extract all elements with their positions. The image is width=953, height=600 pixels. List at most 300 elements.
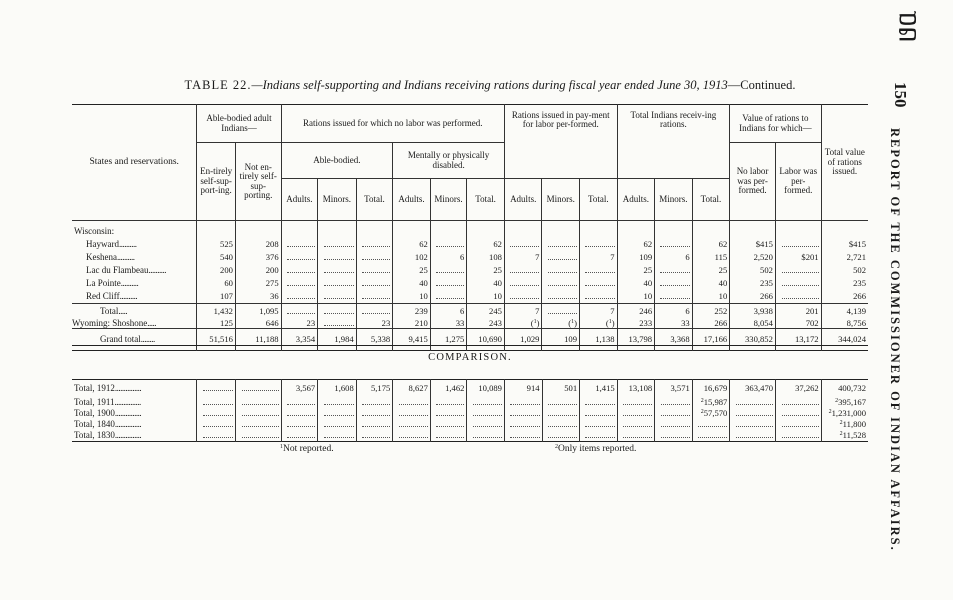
value-cell: 60 — [197, 277, 236, 290]
value-cell: 108 — [467, 251, 505, 264]
empty-cell — [542, 264, 580, 277]
empty-cell — [197, 398, 236, 409]
value-cell: 200 — [235, 264, 281, 277]
row-name: Total..... — [72, 304, 197, 320]
empty-cell — [504, 431, 542, 442]
value-cell: 13,108 — [617, 380, 655, 398]
value-cell: 102 — [393, 251, 431, 264]
row-name: Total, 1900............... — [74, 408, 142, 418]
table-row — [72, 251, 868, 264]
value-cell: 13,172 — [775, 329, 821, 351]
value-cell: 5,175 — [356, 380, 393, 398]
empty-cell — [430, 264, 467, 277]
empty-cell — [356, 251, 393, 264]
empty-cell — [281, 264, 318, 277]
handwritten-mark: ᥳᥲ — [890, 10, 923, 42]
empty-cell — [655, 221, 693, 239]
value-cell: 25 — [617, 264, 655, 277]
empty-cell — [235, 398, 281, 409]
value-cell: 252 — [692, 304, 730, 320]
value-cell: 36 — [235, 290, 281, 304]
empty-cell — [197, 420, 236, 431]
value-cell: 10 — [467, 290, 505, 304]
empty-cell — [542, 398, 580, 409]
empty-cell — [580, 264, 618, 277]
header-stub: States and reservations. — [72, 105, 197, 221]
empty-cell — [730, 431, 776, 442]
row-name: Hayward.......... — [86, 239, 137, 249]
empty-cell — [356, 420, 393, 431]
comparison-row — [72, 420, 868, 431]
value-cell: 3,938 — [730, 304, 776, 320]
header-total: Total. — [467, 179, 505, 221]
row-name: Keshena.......... — [86, 252, 135, 262]
empty-cell — [580, 221, 618, 239]
empty-cell — [430, 431, 467, 442]
value-cell: 17,166 — [692, 329, 730, 351]
empty-cell — [430, 238, 467, 251]
empty-cell — [776, 431, 822, 442]
empty-cell — [430, 290, 467, 304]
empty-cell — [730, 409, 776, 420]
empty-cell — [580, 420, 618, 431]
empty-cell — [542, 409, 580, 420]
header-minors: Minors. — [318, 179, 357, 221]
value-cell: 10,690 — [467, 329, 505, 351]
value-cell: ($^1$) — [504, 319, 542, 329]
empty-cell — [617, 409, 655, 420]
value-cell: 239 — [393, 304, 431, 320]
empty-cell — [281, 221, 318, 239]
empty-cell — [281, 238, 318, 251]
value-cell: 62 — [467, 238, 505, 251]
empty-cell — [356, 277, 393, 290]
empty-cell — [356, 431, 393, 442]
value-cell: 363,470 — [730, 380, 776, 398]
value-cell: 1,984 — [318, 329, 357, 351]
empty-cell — [542, 420, 580, 431]
value-cell: 3,571 — [655, 380, 693, 398]
empty-cell — [318, 264, 357, 277]
empty-cell — [655, 431, 693, 442]
value-cell: 25 — [692, 264, 730, 277]
empty-cell — [467, 398, 505, 409]
empty-cell — [655, 398, 693, 409]
grand-total-row — [72, 329, 868, 351]
value-cell: 330,852 — [730, 329, 776, 351]
value-cell: 2,721 — [821, 251, 868, 264]
value-cell: 107 — [197, 290, 236, 304]
empty-cell — [692, 221, 730, 239]
empty-cell — [655, 277, 693, 290]
header-minors: Minors. — [655, 179, 693, 221]
empty-cell — [504, 290, 542, 304]
comparison-table — [72, 379, 868, 442]
value-cell: 266 — [692, 319, 730, 329]
empty-cell — [356, 398, 393, 409]
header-minors: Minors. — [430, 179, 467, 221]
value-cell: 3,368 — [655, 329, 693, 351]
empty-cell — [617, 221, 655, 239]
empty-cell — [776, 420, 822, 431]
empty-cell — [356, 304, 393, 320]
value-cell: 501 — [542, 380, 580, 398]
empty-cell — [776, 409, 822, 420]
comparison-row — [72, 398, 868, 409]
value-cell: 914 — [504, 380, 542, 398]
empty-cell — [430, 420, 467, 431]
value-cell: 7 — [504, 251, 542, 264]
value-cell: 5,338 — [356, 329, 393, 351]
value-cell: 10,089 — [467, 380, 505, 398]
empty-cell — [580, 277, 618, 290]
empty-cell — [197, 431, 236, 442]
empty-cell — [730, 420, 776, 431]
empty-cell — [467, 409, 505, 420]
header-able-bodied-group: Able-bodied adult Indians— — [197, 105, 281, 143]
header-entirely: En-tirely self-sup-port-ing. — [197, 143, 236, 221]
header-labor-value: Labor was per-formed. — [775, 143, 821, 221]
value-cell: 233 — [617, 319, 655, 329]
state-label: Wisconsin: — [74, 226, 115, 236]
table-row — [72, 319, 868, 329]
value-cell: 2,520 — [730, 251, 776, 264]
empty-cell — [318, 431, 357, 442]
header-adults: Adults. — [617, 179, 655, 221]
empty-cell — [281, 420, 318, 431]
empty-cell — [617, 420, 655, 431]
value-cell: 1,608 — [318, 380, 357, 398]
empty-cell — [318, 304, 357, 320]
empty-cell — [281, 409, 318, 420]
value-cell: 1,432 — [197, 304, 236, 320]
value-cell: 245 — [467, 304, 505, 320]
empty-cell — [430, 409, 467, 420]
value-cell: 1,095 — [235, 304, 281, 320]
value-cell: 62 — [617, 238, 655, 251]
empty-cell — [504, 238, 542, 251]
empty-cell — [821, 221, 868, 239]
empty-cell — [281, 290, 318, 304]
value-cell: 51,516 — [197, 329, 236, 351]
value-cell: 10 — [617, 290, 655, 304]
value-cell: 6 — [655, 251, 693, 264]
value-cell: 400,732 — [821, 380, 868, 398]
value-cell: 344,024 — [821, 329, 868, 351]
row-name: Total, 1840............... — [74, 419, 142, 429]
empty-cell — [692, 431, 730, 442]
footnote-not-reported: $^1$Not reported. — [280, 444, 334, 454]
value-cell: 3,567 — [281, 380, 318, 398]
empty-cell — [281, 304, 318, 320]
value-cell: 1,138 — [580, 329, 618, 351]
header-value-group: Value of rations to Indians for which— — [730, 105, 821, 143]
row-name: Red Cliff.......... — [86, 291, 138, 301]
footnote-only-items: $^2$Only items reported. — [555, 444, 637, 454]
value-cell: $415 — [730, 238, 776, 251]
value-cell: 200 — [197, 264, 236, 277]
empty-cell — [197, 409, 236, 420]
value-cell: 7 — [580, 251, 618, 264]
value-cell: 10 — [692, 290, 730, 304]
empty-cell — [655, 238, 693, 251]
header-total: Total. — [580, 179, 618, 221]
value-cell: 25 — [393, 264, 431, 277]
empty-cell — [393, 431, 431, 442]
value-cell: 7 — [580, 304, 618, 320]
value-cell: 266 — [730, 290, 776, 304]
empty-cell — [235, 420, 281, 431]
value-cell: 8,054 — [730, 319, 776, 329]
empty-cell — [775, 221, 821, 239]
empty-cell — [542, 277, 580, 290]
row-name: Total, 1911............... — [74, 397, 141, 407]
value-cell: 8,756 — [821, 319, 868, 329]
header-no-labor-value: No labor was per-formed. — [730, 143, 776, 221]
comparison-row — [72, 431, 868, 442]
empty-cell — [776, 398, 822, 409]
empty-cell — [318, 420, 357, 431]
value-cell: 376 — [235, 251, 281, 264]
empty-cell — [235, 431, 281, 442]
empty-cell — [430, 398, 467, 409]
empty-cell — [393, 398, 431, 409]
empty-cell — [318, 290, 357, 304]
value-cell: $415 — [821, 238, 868, 251]
value-cell: 8,627 — [393, 380, 431, 398]
empty-cell — [730, 221, 776, 239]
value-cell: $^2$57,570 — [692, 409, 730, 420]
empty-cell — [655, 409, 693, 420]
value-cell: 266 — [821, 290, 868, 304]
value-cell: 125 — [197, 319, 236, 329]
empty-cell — [393, 221, 431, 239]
header-not-entirely: Not en-tirely self-sup-porting. — [235, 143, 281, 221]
empty-cell — [504, 420, 542, 431]
header-able-bodied: Able-bodied. — [281, 143, 393, 179]
row-name: Total, 1830............... — [74, 430, 142, 440]
value-cell: 275 — [235, 277, 281, 290]
empty-cell — [318, 238, 357, 251]
table-title — [120, 78, 860, 96]
table-row — [72, 238, 868, 251]
empty-cell — [580, 238, 618, 251]
empty-cell — [617, 398, 655, 409]
value-cell: 3,354 — [281, 329, 318, 351]
value-cell: 25 — [467, 264, 505, 277]
empty-cell — [281, 277, 318, 290]
value-cell: 9,415 — [393, 329, 431, 351]
value-cell: $^2$395,167 — [821, 398, 868, 409]
header-adults: Adults. — [281, 179, 318, 221]
row-name: Wyoming: Shoshone..... — [72, 319, 156, 328]
empty-cell — [235, 380, 281, 398]
empty-cell — [318, 409, 357, 420]
value-cell: 40 — [692, 277, 730, 290]
empty-cell — [655, 264, 693, 277]
empty-cell — [580, 409, 618, 420]
value-cell: 243 — [467, 319, 505, 329]
value-cell: 235 — [821, 277, 868, 290]
value-cell: 62 — [393, 238, 431, 251]
value-cell: ($^1$) — [580, 319, 618, 329]
empty-cell — [504, 221, 542, 239]
value-cell: 1,029 — [504, 329, 542, 351]
empty-cell — [318, 319, 357, 329]
empty-cell — [542, 304, 580, 320]
value-cell: 40 — [393, 277, 431, 290]
comparison-label: COMPARISON. — [428, 352, 512, 363]
value-cell: $^2$15,987 — [692, 398, 730, 409]
row-name: La Pointe.......... — [86, 278, 139, 288]
value-cell: 502 — [821, 264, 868, 277]
value-cell: 40 — [617, 277, 655, 290]
section-rule — [72, 345, 868, 346]
empty-cell — [318, 398, 357, 409]
empty-cell — [393, 420, 431, 431]
table-title-prefix: TABLE 22. — [184, 78, 252, 92]
header-labor-group: Rations issued in pay-ment for labor per-formed. — [504, 105, 617, 179]
empty-cell — [692, 420, 730, 431]
table-row — [72, 304, 868, 320]
value-cell: 109 — [542, 329, 580, 351]
table-title-suffix: —Continued. — [727, 78, 796, 92]
empty-cell — [580, 290, 618, 304]
value-cell: 1,462 — [430, 380, 467, 398]
empty-cell — [504, 409, 542, 420]
header-adults: Adults. — [504, 179, 542, 221]
value-cell: 13,798 — [617, 329, 655, 351]
empty-cell — [775, 290, 821, 304]
empty-cell — [542, 290, 580, 304]
value-cell: 1,275 — [430, 329, 467, 351]
empty-cell — [504, 398, 542, 409]
value-cell: 11,188 — [235, 329, 281, 351]
running-title: REPORT OF THE COMMISSIONER OF INDIAN AFFAIRS. — [888, 128, 902, 552]
empty-cell — [580, 431, 618, 442]
empty-cell — [655, 420, 693, 431]
header-total-indians-group: Total Indians receiv-ing rations. — [617, 105, 730, 179]
empty-cell — [356, 238, 393, 251]
value-cell: 6 — [655, 304, 693, 320]
value-cell: 37,262 — [776, 380, 822, 398]
value-cell: 10 — [393, 290, 431, 304]
value-cell: 109 — [617, 251, 655, 264]
empty-cell — [542, 431, 580, 442]
value-cell: 502 — [730, 264, 776, 277]
row-name: Lac du Flambeau.......... — [86, 265, 166, 275]
empty-cell — [430, 277, 467, 290]
row-name: Grand total........ — [72, 329, 197, 351]
empty-cell — [467, 221, 505, 239]
header-minors: Minors. — [542, 179, 580, 221]
empty-cell — [467, 431, 505, 442]
empty-cell — [281, 251, 318, 264]
value-cell: 4,139 — [821, 304, 868, 320]
header-no-labor-group: Rations issued for which no labor was performed. — [281, 105, 504, 143]
empty-cell — [393, 409, 431, 420]
value-cell: $201 — [775, 251, 821, 264]
value-cell: 6 — [430, 251, 467, 264]
empty-cell — [617, 431, 655, 442]
value-cell: 201 — [775, 304, 821, 320]
empty-cell — [318, 251, 357, 264]
empty-cell — [356, 409, 393, 420]
value-cell: 235 — [730, 277, 776, 290]
value-cell: 210 — [393, 319, 431, 329]
table-title-caption: —Indians self-supporting and Indians receiving rations during fiscal year ended June 30, 1913 — [251, 78, 728, 92]
value-cell: 16,679 — [692, 380, 730, 398]
main-table — [72, 104, 868, 351]
header-total: Total. — [692, 179, 730, 221]
page-number: 150 — [891, 82, 910, 108]
value-cell: ($^1$) — [542, 319, 580, 329]
empty-cell — [356, 221, 393, 239]
row-name: Total, 1912............... — [74, 383, 142, 393]
empty-cell — [318, 221, 357, 239]
value-cell: 540 — [197, 251, 236, 264]
value-cell: $^2$11,800 — [821, 420, 868, 431]
value-cell: $^2$1,231,000 — [821, 409, 868, 420]
value-cell: $^2$11,528 — [821, 431, 868, 442]
empty-cell — [655, 290, 693, 304]
empty-cell — [197, 221, 236, 239]
value-cell: 1,415 — [580, 380, 618, 398]
value-cell: 208 — [235, 238, 281, 251]
empty-cell — [730, 398, 776, 409]
value-cell: 62 — [692, 238, 730, 251]
empty-cell — [235, 409, 281, 420]
value-cell: 40 — [467, 277, 505, 290]
empty-cell — [281, 431, 318, 442]
empty-cell — [467, 420, 505, 431]
header-total: Total. — [356, 179, 393, 221]
value-cell: 23 — [281, 319, 318, 329]
empty-cell — [430, 221, 467, 239]
empty-cell — [580, 398, 618, 409]
table-row — [72, 290, 868, 304]
header-disabled: Mentally or physically disabled. — [393, 143, 505, 179]
comparison-row — [72, 409, 868, 420]
value-cell: 525 — [197, 238, 236, 251]
value-cell: 7 — [504, 304, 542, 320]
empty-cell — [356, 290, 393, 304]
empty-cell — [775, 238, 821, 251]
empty-cell — [318, 277, 357, 290]
empty-cell — [542, 251, 580, 264]
empty-cell — [197, 380, 236, 398]
comparison-row — [72, 380, 868, 398]
value-cell: 115 — [692, 251, 730, 264]
value-cell: 702 — [775, 319, 821, 329]
value-cell: 646 — [235, 319, 281, 329]
empty-cell — [235, 221, 281, 239]
empty-cell — [542, 238, 580, 251]
empty-cell — [775, 264, 821, 277]
value-cell: 246 — [617, 304, 655, 320]
table-row — [72, 264, 868, 277]
header-total-value: Total value of rations issued. — [821, 105, 868, 221]
empty-cell — [281, 398, 318, 409]
value-cell: 23 — [356, 319, 393, 329]
empty-cell — [356, 264, 393, 277]
empty-cell — [504, 277, 542, 290]
value-cell: 33 — [430, 319, 467, 329]
value-cell: 33 — [655, 319, 693, 329]
table-row — [72, 277, 868, 290]
value-cell: 6 — [430, 304, 467, 320]
empty-cell — [775, 277, 821, 290]
